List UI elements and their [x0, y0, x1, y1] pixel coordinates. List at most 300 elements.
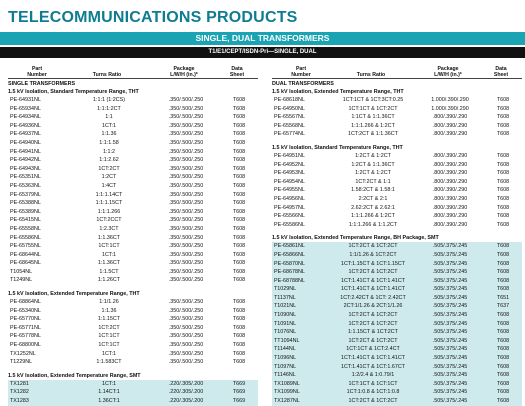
package-dims: .505/.375/.245 — [432, 380, 468, 387]
part-number: PE-64950NL — [274, 105, 305, 112]
turns-ratio: 1CT:2.42CT & 1CT: 2.42CT — [340, 294, 406, 301]
turns-ratio: 1:2CT & 1:1.36CT — [351, 161, 395, 168]
part-number: PE-65755NL — [10, 243, 41, 250]
turns-ratio: 1CT:2CT & 1:1.36CT — [348, 131, 398, 138]
table-row — [272, 195, 522, 204]
data-sheet: T608 — [496, 286, 510, 293]
package-dims: .350/.500/.250 — [168, 157, 204, 164]
turns-ratio: 1CT:1CT — [98, 333, 120, 340]
table-row — [272, 122, 522, 131]
pkg-header-2: L/W/H (in.)* — [170, 72, 198, 78]
table-row — [8, 199, 258, 208]
part-number: PE-65566NL — [274, 213, 305, 220]
table-row — [8, 173, 258, 182]
data-sheet: T608 — [232, 105, 246, 112]
turns-ratio: 1:1.5CT — [99, 268, 119, 275]
turns-ratio: 1:2CT — [101, 174, 117, 181]
package-dims: .800/.390/.290 — [432, 204, 468, 211]
turns-ratio: 1:1.583CT — [96, 359, 122, 366]
package-dims: .350/.500/.250 — [168, 174, 204, 181]
right-column — [272, 60, 522, 406]
data-sheet: T608 — [496, 195, 510, 202]
package-dims: .350/.500/.250 — [168, 251, 204, 258]
table-row — [8, 358, 258, 367]
package-dims: .505/.375/.245 — [432, 372, 468, 379]
part-number: TX1281 — [10, 380, 29, 387]
turns-ratio: 1:1:1.14CT — [95, 191, 123, 198]
package-dims: .350/.500/.250 — [168, 277, 204, 284]
turns-ratio: 1:1CT & 1:1.36CT — [351, 114, 395, 121]
data-sheet: T608 — [232, 97, 246, 103]
data-sheet: T608 — [232, 359, 246, 366]
part-number: PE-65389NL — [10, 208, 41, 215]
table-row — [272, 212, 522, 221]
package-dims: .350/.500/.250 — [168, 316, 204, 323]
part-header-1: Part — [31, 66, 43, 72]
data-sheet: T608 — [232, 299, 246, 306]
package-dims: .505/.375/.245 — [432, 355, 468, 362]
turns-ratio: 1:1:2.62 — [99, 157, 119, 164]
table-row — [8, 332, 258, 341]
table-row — [8, 122, 258, 131]
part-number: PE-64942NL — [10, 157, 41, 164]
turns-ratio: 1CT:1.41CT & 1CT:1.41CT — [340, 277, 405, 284]
data-sheet: T608 — [232, 324, 246, 331]
part-number: TX1252NL — [10, 350, 36, 357]
turns-ratio: 1:1:1 (1:2CS) — [92, 97, 126, 103]
package-dims: .800/.390/.290 — [432, 170, 468, 177]
package-dims: .505/.375/.245 — [432, 389, 468, 396]
package-dims: .350/.500/.250 — [168, 342, 204, 349]
turns-ratio: 1:1:2 — [103, 148, 115, 155]
package-dims: .800/.390/.290 — [432, 195, 468, 202]
package-dims: .350/.500/.250 — [168, 200, 204, 207]
turns-ratio: 1.58:2CT & 1.58:1 — [351, 187, 395, 194]
part-number: PE-64956NL — [274, 195, 305, 202]
turns-ratio: 1CT:2CT & 1CT:2CT — [348, 269, 398, 276]
turns-ratio: 1:2CT & 1:2CT — [355, 152, 391, 159]
data-sheet: T608 — [496, 131, 510, 138]
turns-ratio: 1CT:1.15CT & 1CT:1.15CT — [340, 260, 405, 267]
turns-ratio: 1:1.15CT & 1CT:2CT — [348, 329, 398, 336]
part-number: T1091NL — [274, 320, 297, 327]
table-row — [8, 139, 258, 148]
data-sheet: T608 — [232, 174, 246, 181]
table-row — [272, 204, 522, 213]
turns-ratio: 1:1.26CT — [97, 277, 121, 284]
turns-ratio: 1CT:2CT & 1CT:2CT — [348, 320, 398, 327]
data-sheet: T608 — [496, 221, 510, 228]
table-row — [272, 371, 522, 380]
part-number: PE-64943NL — [10, 165, 41, 172]
package-dims: .800/.390/.290 — [432, 221, 468, 228]
table-row — [8, 268, 258, 277]
table-row — [8, 148, 258, 157]
data-sheet: T608 — [232, 191, 246, 198]
table-row — [8, 251, 258, 260]
data-sheet: T608 — [232, 182, 246, 189]
subsection-title: 1.5 kV Isolation, Standard Temperature Range, THT — [272, 144, 403, 151]
data-sheet: T608 — [232, 277, 246, 284]
turns-ratio: 1CT:1.41CT & 1CT:1.41CT — [340, 355, 405, 362]
part-number: PE-64951NL — [274, 152, 305, 159]
data-sheet: T608 — [496, 122, 510, 129]
turns-ratio: 1CT:1CT & 1CT:1CT — [348, 380, 398, 387]
table-row — [8, 208, 258, 217]
part-number: T1096NL — [274, 355, 297, 362]
turns-ratio: 1:2.3CT — [99, 225, 119, 232]
row-list — [8, 298, 258, 367]
table-row — [8, 307, 258, 316]
package-dims: .505/.375/.245 — [432, 286, 468, 293]
data-sheet: T669 — [232, 389, 246, 396]
part-number: T1146NL — [274, 372, 296, 379]
package-dims: .800/.390/.290 — [432, 161, 468, 168]
data-sheet: T608 — [496, 204, 510, 211]
package-dims: .800/.390/.290 — [432, 213, 468, 220]
data-sheet: T608 — [496, 251, 510, 258]
group-title: DUAL TRANSFORMERS — [272, 81, 334, 87]
part-number: PE-64954NL — [274, 178, 305, 185]
turns-ratio: 1CT:1CT — [98, 342, 120, 349]
part-number: T1054NL — [10, 268, 33, 275]
part-number: PE-64936NL — [10, 122, 41, 129]
turns-ratio: 1:2/2.4 & 1:0.79/1 — [351, 372, 395, 379]
turns-ratio: 1.36CT:1 — [98, 398, 120, 404]
table-row — [8, 350, 258, 359]
data-sheet: T608 — [496, 320, 510, 327]
turns-ratio: 1:1.36 — [101, 131, 117, 138]
part-number: PE-68864NL — [10, 299, 41, 306]
data-sheet: T608 — [232, 148, 246, 155]
subsection-bar: T1/E1/CEPT/ISDN-Pri—SINGLE, DUAL — [0, 47, 525, 58]
table-row — [8, 234, 258, 243]
table-row — [272, 105, 522, 114]
package-dims: .220/.305/.200 — [168, 398, 204, 404]
part-number: TX1089NL — [274, 380, 300, 387]
package-dims: .505/.375/.245 — [432, 294, 468, 301]
data-sheet: T608 — [496, 187, 510, 194]
package-dims: .505/.375/.245 — [432, 363, 468, 370]
table-row — [8, 165, 258, 174]
package-dims: .350/.500/.250 — [168, 191, 204, 198]
data-sheet: T608 — [496, 161, 510, 168]
part-number: PE-64955NL — [274, 187, 305, 194]
turns-ratio: 1CT:1CT & 1CT:2.4CT — [346, 346, 400, 353]
turns-ratio: 1CT:1.41CT & 1CT:1.67CT — [340, 363, 405, 370]
part-number: PE-65351NL — [10, 174, 41, 181]
table-row — [272, 397, 522, 406]
table-row — [272, 302, 522, 311]
package-dims: .505/.375/.245 — [432, 346, 468, 353]
package-dims: .350/.500/.250 — [168, 333, 204, 340]
table-row — [8, 324, 258, 333]
turns-ratio: 1CT:2CT — [98, 165, 120, 172]
table-row — [272, 242, 522, 251]
section-bar: SINGLE, DUAL TRANSFORMERS — [0, 32, 525, 45]
data-sheet: T608 — [232, 225, 246, 232]
table-row — [272, 96, 522, 105]
part-number: TX1282 — [10, 389, 29, 396]
table-row — [272, 320, 522, 329]
turns-ratio: 1CT:1 — [101, 380, 117, 387]
part-number: TX1283 — [10, 398, 29, 404]
part-number: PE-64952NL — [274, 161, 305, 168]
subsection-title: 1.5 kV Isolation, Extended Temperature Range, THT — [272, 89, 404, 95]
data-sheet: T608 — [232, 342, 246, 349]
data-sheet: T608 — [232, 316, 246, 323]
part-number: PE-65934NL — [10, 105, 41, 112]
part-number: PE-65866NL — [274, 251, 305, 258]
table-row — [272, 186, 522, 195]
package-dims: .350/.500/.250 — [168, 148, 204, 155]
turns-ratio: 1CT:1 — [101, 251, 117, 258]
part-number: T1021NL — [274, 303, 297, 310]
subsection-title: 1.5 kV Isolation, Extended Temperature Range, BH Package, SMT — [272, 235, 439, 242]
part-header-2: Number — [27, 72, 47, 78]
data-sheet: T608 — [232, 307, 246, 314]
table-row — [8, 225, 258, 234]
part-number: PE-65558NL — [10, 225, 41, 232]
turns-ratio: 1:1/1.26 — [99, 299, 119, 306]
part-number: T1137NL — [274, 294, 296, 301]
table-header — [272, 60, 522, 79]
package-dims: .800/.390/.290 — [432, 114, 468, 121]
part-number: PE-64934NL — [10, 114, 41, 121]
table-row — [8, 315, 258, 324]
turns-header: Turns Ratio — [356, 72, 386, 78]
turns-ratio: 1CT:2CT & 1CT:2CT — [348, 312, 398, 319]
part-number: TX1287NL — [274, 398, 300, 404]
subsection-title: 1.5 kV Isolation, Standard Temperature Range, THT — [8, 89, 139, 95]
row-list — [272, 152, 522, 229]
data-sheet: T608 — [496, 243, 510, 250]
part-number: PE-64937NL — [10, 131, 41, 138]
data-sheet: T608 — [496, 372, 510, 379]
pkg-header-1: Package — [437, 66, 459, 72]
table-row — [8, 380, 258, 389]
table-row — [8, 191, 258, 200]
data-sheet: T608 — [232, 234, 246, 241]
table-row — [272, 268, 522, 277]
data-sheet: T608 — [232, 208, 246, 215]
package-dims: .800/.390/.290 — [432, 152, 468, 159]
turns-ratio: 1:1:1:2CT — [97, 105, 121, 112]
ds-header-2: Sheet — [493, 72, 509, 78]
part-number: PE-65778NL — [10, 333, 41, 340]
part-number: PE-68645NL — [10, 260, 41, 267]
table-row — [272, 130, 522, 139]
part-number: TT1094NL — [274, 337, 300, 344]
table-row — [8, 276, 258, 285]
package-dims: .350/.500/.250 — [168, 182, 204, 189]
package-dims: .350/.500/.250 — [168, 217, 204, 224]
table-row — [8, 388, 258, 397]
part-number: T1144NL — [274, 346, 296, 353]
table-row — [8, 156, 258, 165]
table-row — [272, 354, 522, 363]
table-row — [272, 221, 522, 230]
table-row — [272, 363, 522, 372]
turns-ratio: 1:1:1.266 — [97, 208, 121, 215]
part-header-2: Number — [291, 72, 311, 78]
package-dims: .505/.375/.245 — [432, 243, 468, 250]
data-sheet: T608 — [232, 268, 246, 275]
turns-ratio: 1:1/1.26 & 1CT:2CT — [349, 251, 397, 258]
table-row — [272, 113, 522, 122]
table-row — [8, 259, 258, 268]
part-number: T1249NL — [10, 277, 33, 284]
group-title: SINGLE TRANSFORMERS — [8, 81, 76, 87]
turns-ratio: 1CT:1.41CT & 1CT:1.41CT — [340, 286, 405, 293]
data-sheet: T608 — [232, 350, 246, 357]
part-number: PE-65568NL — [274, 122, 305, 129]
data-sheet: T608 — [496, 277, 510, 284]
page-title: TELECOMMUNICATIONS PRODUCTS — [8, 9, 298, 26]
package-dims: .800/.390/.290 — [432, 131, 468, 138]
turns-ratio: 1:4CT — [101, 182, 117, 189]
part-number: PE-68678NL — [274, 269, 305, 276]
turns-ratio: 1:2CT & 1:2CT — [355, 170, 391, 177]
part-number: PE-65870NL — [274, 260, 305, 267]
table-row — [272, 277, 522, 286]
package-dims: .350/.500/.250 — [168, 350, 204, 357]
package-dims: .350/.500/.250 — [168, 359, 204, 366]
package-dims: 1.000/.390/.290 — [431, 105, 469, 112]
data-sheet: T608 — [496, 337, 510, 344]
package-dims: .505/.375/.245 — [432, 277, 468, 284]
package-dims: .350/.500/.250 — [168, 105, 204, 112]
row-list — [272, 242, 522, 405]
data-sheet: T608 — [496, 269, 510, 276]
part-number: PE-65379NL — [10, 191, 41, 198]
data-sheet: T608 — [496, 389, 510, 396]
part-header-1: Part — [295, 66, 307, 72]
package-dims: .505/.375/.245 — [432, 303, 468, 310]
table-row — [8, 113, 258, 122]
package-dims: .350/.500/.250 — [168, 268, 204, 275]
package-dims: .220/.305/.200 — [168, 389, 204, 396]
data-sheet: T608 — [496, 105, 510, 112]
package-dims: .350/.500/.250 — [168, 243, 204, 250]
table-row — [8, 341, 258, 350]
table-header — [8, 60, 258, 79]
part-number: PE-65586NL — [10, 234, 41, 241]
data-sheet: T608 — [232, 200, 246, 207]
table-row — [272, 169, 522, 178]
package-dims: .350/.500/.250 — [168, 165, 204, 172]
data-sheet: T669 — [232, 380, 246, 387]
package-dims: .350/.500/.250 — [168, 208, 204, 215]
ds-header-1: Data — [495, 66, 507, 72]
ds-header-1: Data — [231, 66, 243, 72]
table-row — [272, 380, 522, 389]
package-dims: .505/.375/.245 — [432, 269, 468, 276]
turns-ratio: 1CT:1:0.8 & 1CT:1:0.8 — [346, 389, 400, 396]
package-dims: .350/.500/.250 — [168, 225, 204, 232]
subsection-title: 1.5 kV Isolation, Extended Temperature Range, THT — [8, 291, 140, 298]
row-list — [272, 96, 522, 139]
table-row — [8, 242, 258, 251]
package-dims: 1.000/.390/.290 — [431, 97, 469, 103]
data-sheet: T608 — [496, 213, 510, 220]
turns-ratio: 1:1.36CT — [97, 234, 121, 241]
part-number: PE-64941NL — [10, 148, 41, 155]
turns-ratio: 1CT:1CT & 1CT:3CT:0.25 — [342, 97, 404, 103]
part-number: PE-65388NL — [10, 200, 41, 207]
package-dims: .505/.375/.245 — [432, 312, 468, 319]
data-sheet: T608 — [232, 251, 246, 258]
turns-ratio: 1CT:2CT & 1CT:2CT — [348, 243, 398, 250]
turns-ratio: 1:1.15CT — [97, 316, 121, 323]
part-number: PE-65861NL — [274, 243, 305, 250]
data-sheet: T608 — [496, 97, 510, 103]
turns-ratio: 1:1:1.266 & 1:1.2CT — [348, 221, 398, 228]
part-number: T1229NL — [10, 359, 33, 366]
part-number: PE-65363NL — [10, 182, 41, 189]
data-sheet: T608 — [496, 398, 510, 404]
data-sheet: T608 — [496, 114, 510, 121]
pkg-header-2: L/W/H (in.)* — [434, 72, 462, 78]
ds-header-2: Sheet — [229, 72, 245, 78]
turns-ratio: 1.14CT:1 — [98, 389, 120, 396]
part-number: PE-65415NL — [10, 217, 41, 224]
data-sheet: T608 — [232, 333, 246, 340]
package-dims: .505/.375/.245 — [432, 260, 468, 267]
table-row — [272, 294, 522, 303]
pkg-header-1: Package — [173, 66, 195, 72]
turns-ratio: 1:1:1.266 & 1:2CT — [351, 122, 395, 129]
table-row — [272, 345, 522, 354]
turns-ratio: 1CT:1 — [101, 122, 117, 129]
turns-ratio: 1:1.36CT — [97, 260, 121, 267]
turns-ratio: 1CT:1CT — [98, 243, 120, 250]
package-dims: .505/.375/.245 — [432, 337, 468, 344]
data-sheet: T608 — [232, 122, 246, 129]
turns-ratio: 1:1:1.266 & 1:2CT — [351, 213, 395, 220]
package-dims: .350/.500/.250 — [168, 324, 204, 331]
part-number: PE-65340NL — [10, 307, 41, 314]
part-number: PE-65770NL — [10, 316, 41, 323]
part-number: PE-64931NL — [10, 97, 41, 103]
data-sheet: T608 — [232, 165, 246, 172]
turns-ratio: 2:2CT & 2:1 — [358, 195, 388, 202]
turns-ratio: 1:1:1.15CT — [95, 200, 123, 207]
turns-ratio: 1CT:2CT & 1:1 — [355, 178, 391, 185]
table-row — [8, 105, 258, 114]
table-row — [8, 130, 258, 139]
part-number: PE-68800NL — [10, 342, 41, 349]
data-sheet: T608 — [496, 178, 510, 185]
table-row — [8, 182, 258, 191]
table-row — [272, 260, 522, 269]
part-number: PE-68644NL — [10, 251, 41, 258]
turns-ratio: 1:1.36 — [101, 307, 117, 314]
table-row — [272, 161, 522, 170]
data-sheet: T608 — [232, 157, 246, 164]
package-dims: .350/.500/.250 — [168, 307, 204, 314]
data-sheet: T669 — [232, 398, 246, 404]
table-row — [272, 285, 522, 294]
part-number: PE-68618NL — [274, 97, 305, 103]
data-sheet: T608 — [496, 355, 510, 362]
data-sheet: T651 — [496, 294, 510, 301]
package-dims: .350/.500/.250 — [168, 122, 204, 129]
part-number: PE-65567NL — [274, 114, 305, 121]
data-sheet: T608 — [232, 139, 246, 146]
table-row — [272, 152, 522, 161]
part-number: PE-65774NL — [274, 131, 305, 138]
